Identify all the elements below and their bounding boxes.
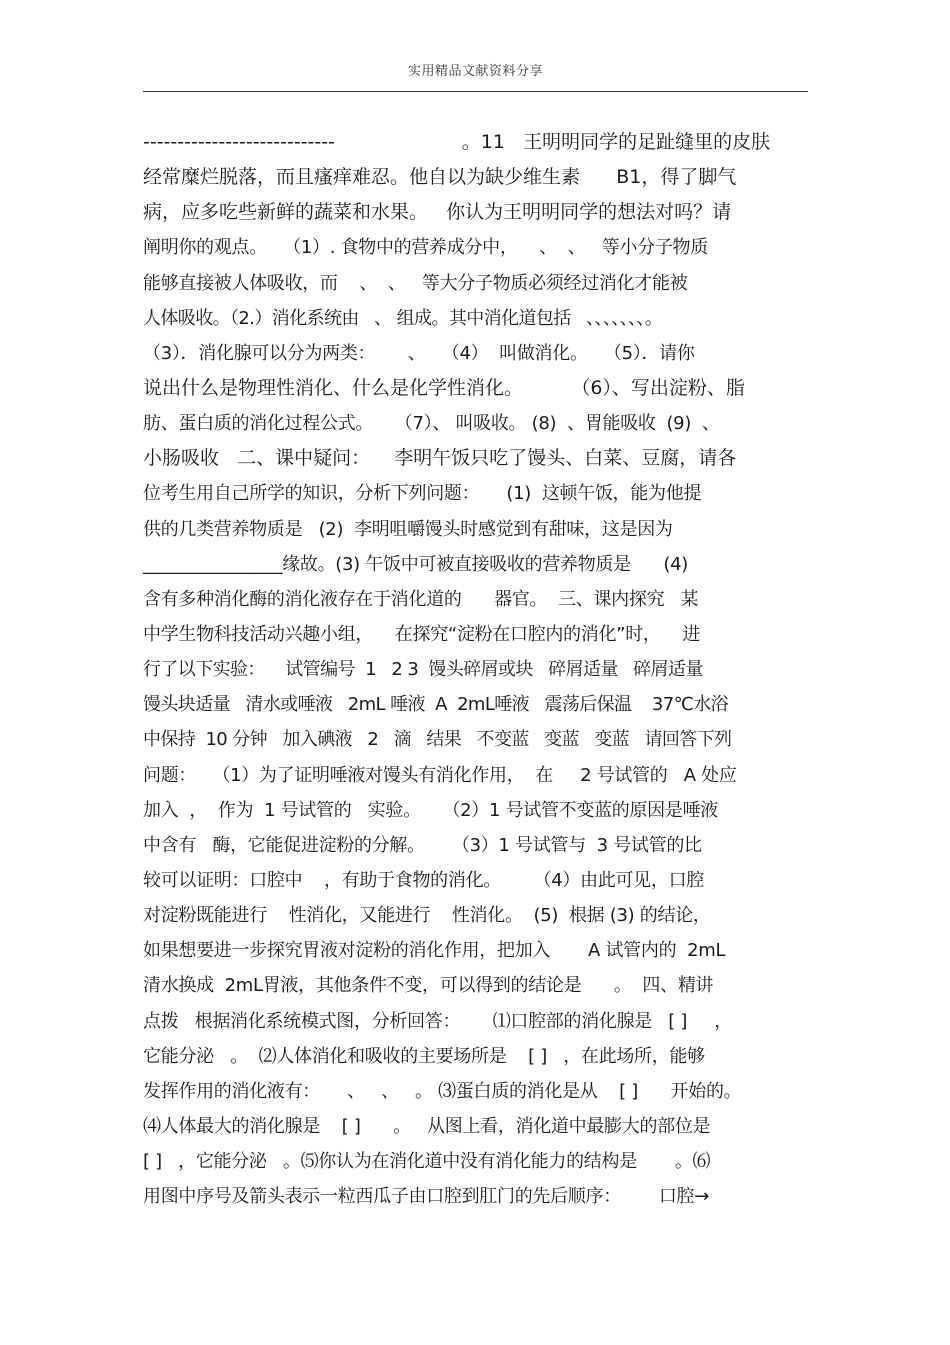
text-line: 馒头块适量 清水或唾液 2mL 唾液 A 2mL唾液 震荡后保温 37℃水浴 <box>143 694 729 716</box>
text-line: [ ] ，它能分泌 。⑸你认为在消化道中没有消化能力的结构是 。⑹ <box>143 1151 711 1173</box>
text-line: 含有多种消化酶的消化液存在于消化道的 器官。 三、课内探究 某 <box>143 588 699 610</box>
text-line: 供的几类营养物质是 (2) 李明咀嚼馒头时感觉到有甜味，这是因为 <box>143 518 673 540</box>
text-line: 经常糜烂脱落，而且瘙痒难忍。他自以为缺少维生素 B1，得了脚气 <box>143 166 737 189</box>
text-line: 中保持 10 分钟 加入碘液 2 滴 结果 不变蓝 变蓝 变蓝 请回答下列 <box>143 729 732 751</box>
text-line: 说出什么是物理性消化、什么是化学性消化。 （6）、写出淀粉、脂 <box>143 376 745 399</box>
page-header: 实用精品文献资料分享 <box>407 64 543 79</box>
text-line: 加入 ， 作为 1 号试管的 实验。 （2）1 号试管不变蓝的原因是唾液 <box>143 799 718 821</box>
text-line: ⑷人体最大的消化腺是 [ ] 。 从图上看，消化道中最膨大的部位是 <box>143 1115 711 1137</box>
text-line: 清水换成 2mL胃液，其他条件不变，可以得到的结论是 。 四、精讲 <box>143 975 714 997</box>
text-line: 行了以下实验： 试管编号 1 2 3 馒头碎屑或块 碎屑适量 碎屑适量 <box>143 659 703 681</box>
text-line: 中学生物科技活动兴趣小组， 在探究“淀粉在口腔内的消化”时， 进 <box>143 623 701 645</box>
text-line: 小肠吸收 二、课中疑问： 李明午饭只吃了馒头、白菜、豆腐，请各 <box>143 447 737 470</box>
text-line: 对淀粉既能进行 性消化，又能进行 性消化。 (5) 根据 (3) 的结论， <box>143 905 711 927</box>
text-line: ---------------------------- 。11 王明明同学的足趾缝里的皮肤 <box>143 131 771 153</box>
text-line: 肪、蛋白质的消化过程公式。 （7）、 叫吸收。 (8) 、胃能吸收 (9) 、 <box>143 413 720 435</box>
text-line: 人体吸收。（2.）消化系统由 、 组成。其中消化道包括 、、、、、、、。 <box>143 307 663 329</box>
text-line: 位考生用自己所学的知识，分析下列问题： (1) 这顿午饭，能为他提 <box>143 483 702 505</box>
text-line: 如果想要进一步探究胃液对淀粉的消化作用，把加入 A 试管内的 2mL <box>143 940 726 962</box>
text-line: 问题： （1）为了证明唾液对馒头有消化作用， 在 2 号试管的 A 处应 <box>143 764 737 786</box>
text-line: 阐明你的观点。 （1）. 食物中的营养成分中， 、 、 等小分子物质 <box>143 237 708 259</box>
text-line: （3）．消化腺可以分为两类： 、 （4） 叫做消化。 （5）．请你 <box>143 342 695 364</box>
text-line: ________________缘故。(3) 午饭中可被直接吸收的营养物质是 (4) <box>143 553 688 575</box>
text-line: 它能分泌 。 ⑵人体消化和吸收的主要场所是 [ ] ，在此场所，能够 <box>143 1045 705 1067</box>
document-body <box>143 125 813 1214</box>
text-line: 点拨 根据消化系统模式图，分析回答： ⑴口腔部的消化腺是 [ ] ， <box>143 1010 732 1032</box>
text-line: 能够直接被人体吸收，而 、 、 等大分子物质必须经过消化才能被 <box>143 272 688 294</box>
text-line: 发挥作用的消化液有： 、 、 。 ⑶蛋白质的消化是从 [ ] 开始的。 <box>143 1080 742 1102</box>
text-line: 用图中序号及箭头表示一粒西瓜子由口腔到肛门的先后顺序： 口腔→ <box>143 1186 710 1208</box>
text-line: 较可以证明：口腔中 ，有助于食物的消化。 （4）由此可见，口腔 <box>143 869 704 891</box>
text-line: 病，应多吃些新鲜的蔬菜和水果。 你认为王明明同学的想法对吗？请 <box>143 201 732 224</box>
header-divider <box>143 91 808 92</box>
text-line: 中含有 酶，它能促进淀粉的分解。 （3）1 号试管与 3 号试管的比 <box>143 834 702 856</box>
